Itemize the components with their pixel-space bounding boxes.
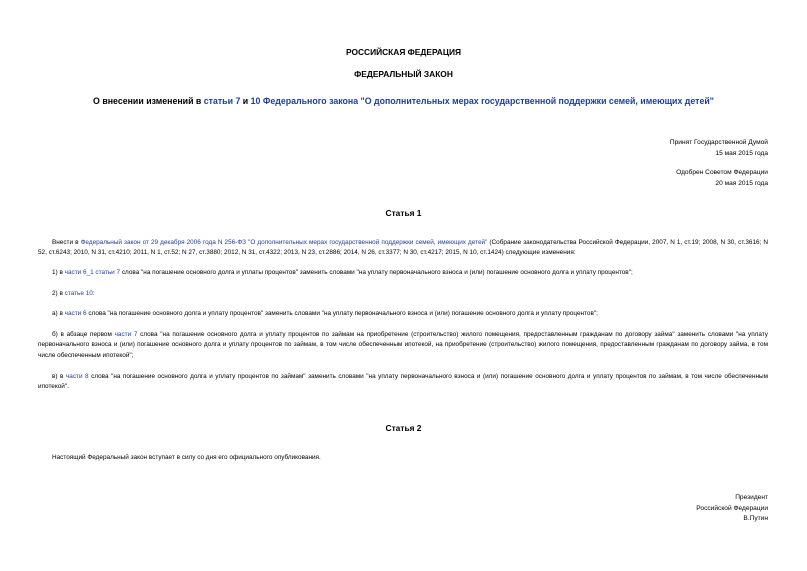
intro-text: (Собрание законодательства Российской Федерации, 2007, N 1, ст.19; 2008, N 30, ст.3616; N 52, ст.6243; 2010, N 31, ст.4210; 2011, N 1, ст.52; N 27, ст.3880; 2012, N 31, ст.4322; 2013, N 23, ст.2886; 2014, N 26, ст.3377; N 30, ст.4217; 2015, N 10, ст.1424) следующие изменения:	[38, 239, 769, 257]
item-text: а) в	[52, 310, 65, 317]
adoption-duma-date: 15 мая 2015 года	[715, 149, 768, 157]
item-2c-link[interactable]: части 8	[65, 373, 89, 380]
item-2-link[interactable]: статье 10	[64, 290, 93, 297]
item-2a-link[interactable]: части 6	[64, 310, 87, 317]
law-title-text: О внесении изменений в	[93, 96, 204, 106]
article-1-item-1	[38, 268, 768, 278]
law-title-link-article-10[interactable]: 10	[250, 96, 261, 106]
adoption-council-label: Одобрен Советом Федерации	[676, 169, 768, 176]
item-text: :	[92, 290, 95, 297]
signature-block	[696, 493, 768, 525]
law-title-link-article-7[interactable]: статьи 7	[203, 96, 241, 106]
item-text: б) в абзаце первом	[52, 331, 115, 338]
signature-name: В.Путин	[743, 515, 768, 522]
intro-text: Внести в	[52, 239, 81, 246]
article-1-intro	[38, 238, 768, 259]
item-text: 1) в	[52, 269, 65, 276]
adoption-council	[676, 168, 768, 189]
item-text: слова "на погашение основного долга и уплату процентов по займам на приобретение (строительство) жилого помещения, предоставленным гражданам по договору займа" заменить словами "на уплату первоначального взноса и (или) погашение основного долга и уплату процентов по займам, в том числе обеспеченным ипотекой, на приобретение (строительство) жилого помещения, предоставленным гражданам по договору займа, в том числе обеспеченным ипотекой";	[38, 331, 768, 359]
article-1-item-2	[38, 289, 768, 299]
item-1-link[interactable]: части 6_1 статьи 7	[64, 269, 121, 276]
article-1-item-2c	[38, 372, 768, 393]
signature-country: Российской Федерации	[696, 504, 768, 512]
article-1-item-2b	[38, 330, 768, 361]
item-text: в) в	[52, 373, 66, 380]
signature-title: Президент	[735, 494, 768, 501]
item-text: слова "на погашение основного долга и уплату процентов по займам" заменить словами "на уплату первоначального взноса и (или) погашение основного долга и уплату процентов по займам, в том числе обеспеченным ипотекой".	[38, 373, 768, 391]
law-title-link-federal-law[interactable]: Федерального закона "О дополнительных мерах государственной поддержки семей, имеющих детей"	[262, 96, 714, 106]
adoption-duma-label: Принят Государственной Думой	[669, 139, 768, 146]
law-title	[0, 96, 807, 106]
item-text: 2) в	[52, 290, 65, 297]
adoption-council-date: 20 мая 2015 года	[715, 179, 768, 187]
item-text: слова "на погашение основного долга и уплату процентов" заменить словами "на уплату первоначального взноса и (или) погашение основного долга и уплату процентов";	[86, 310, 598, 317]
article-1-title: Статья 1	[385, 208, 422, 218]
header-doc-type: ФЕДЕРАЛЬНЫЙ ЗАКОН	[354, 69, 453, 79]
item-2b-link[interactable]: части 7	[114, 331, 138, 338]
article-2-title: Статья 2	[385, 423, 422, 433]
item-text: слова "на погашение основного долга и уплаты процентов" заменить словами "на уплату первоначального взноса и (или) погашение основного долга и уплату процентов";	[120, 269, 633, 276]
article-1-item-2a	[38, 309, 768, 319]
header-country: РОССИЙСКАЯ ФЕДЕРАЦИЯ	[345, 47, 462, 57]
intro-law-link[interactable]: Федеральный закон от 29 декабря 2006 года N 256-ФЗ "О дополнительных мерах государственной поддержки семей, имеющих детей"	[80, 239, 488, 246]
law-title-text: и	[240, 96, 251, 106]
adoption-duma	[670, 138, 768, 159]
article-2-text: Настоящий Федеральный закон вступает в силу со дня его официального опубликования.	[52, 454, 321, 461]
